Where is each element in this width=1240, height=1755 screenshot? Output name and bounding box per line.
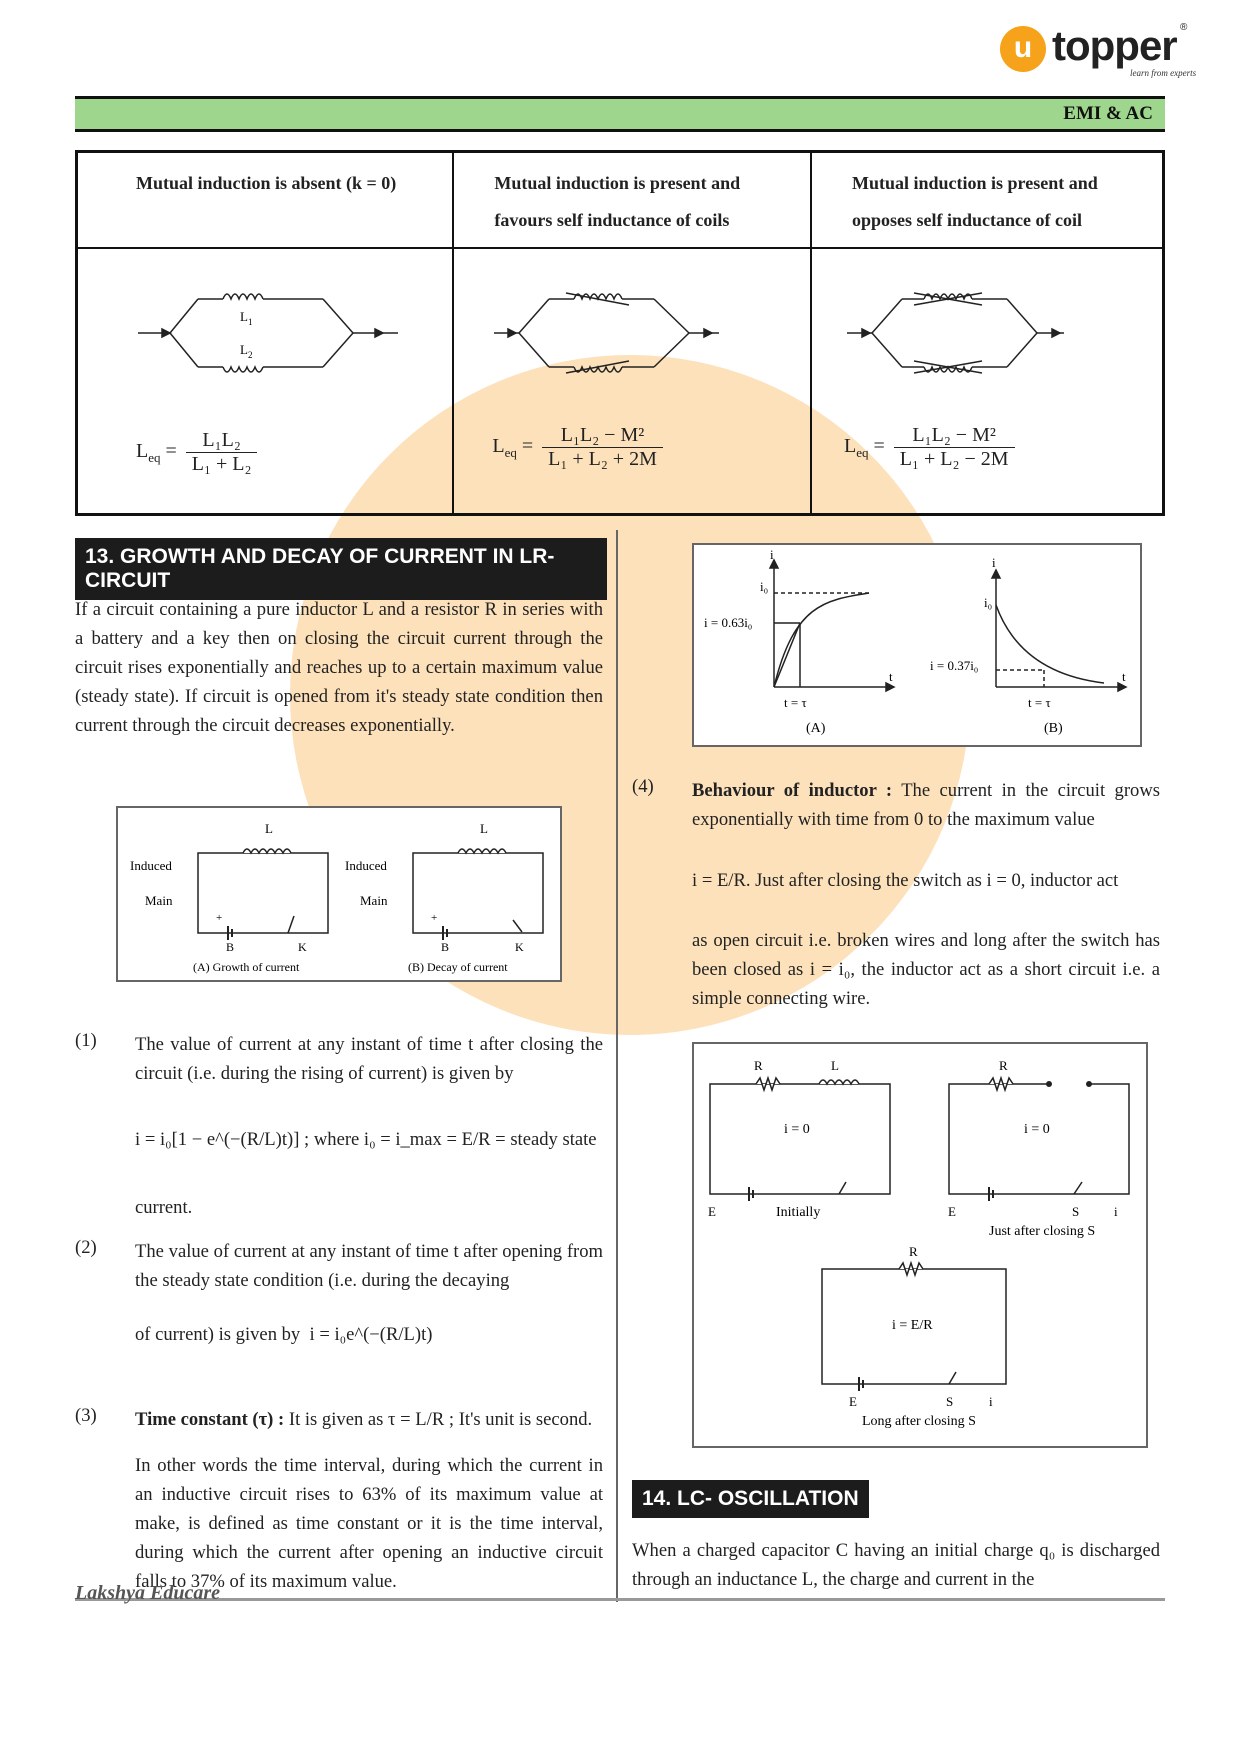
chapter-title: EMI & AC (1063, 103, 1153, 124)
section-13-title: 13. GROWTH AND DECAY OF CURRENT IN LR- CIRCUIT (75, 538, 607, 600)
svg-text:i: i (989, 1394, 993, 1409)
growth-decay-graphs (692, 543, 1142, 747)
table-header-3: Mutual induction is present and opposes self inductance of coil (811, 152, 1164, 249)
inductor-behaviour-circuits (692, 1042, 1148, 1448)
item-2-text: The value of current at any instant of time t after opening from the steady state condition (i.e. during the decaying (135, 1241, 603, 1291)
svg-text:K: K (298, 940, 307, 954)
chapter-band (75, 96, 1165, 132)
svg-text:1: 1 (248, 317, 253, 327)
ier-equation: i = E/R (692, 870, 746, 891)
svg-text:L: L (240, 342, 248, 357)
svg-text:L: L (240, 309, 248, 324)
item-4-text: Behaviour of inductor : The current in the circuit grows exponentially with time from 0 to the maximum value (692, 780, 1160, 830)
item-3-number: (3) (75, 1405, 97, 1426)
svg-text:L: L (480, 821, 488, 836)
mutual-induction-table (75, 150, 1165, 516)
svg-text:i = 0: i = 0 (784, 1122, 810, 1137)
svg-text:K: K (515, 940, 524, 954)
svg-text:(B): (B) (1044, 721, 1063, 736)
svg-text:i: i (1114, 1204, 1118, 1219)
table-header-1: Mutual induction is absent (k = 0) (77, 152, 454, 249)
svg-text:L: L (265, 821, 273, 836)
svg-text:(B) Decay of current: (B) Decay of current (408, 960, 508, 974)
svg-text:L: L (831, 1058, 839, 1073)
svg-text:E: E (948, 1204, 956, 1219)
item-2-equation: i = i₀e^(−(R/L)t) (309, 1324, 433, 1345)
svg-text:i = 0.63i₀: i = 0.63i₀ (704, 615, 753, 630)
item-1-number: (1) (75, 1030, 97, 1051)
svg-text:i: i (770, 547, 774, 562)
parallel-inductors-diagram (78, 249, 450, 513)
section-13-intro: If a circuit containing a pure inductor L and a resistor R in series with a battery and a key then on closing the circuit current through the circuit rises exponentially and reaches up to a certain maximum value (steady state). If circuit is opened from it's steady state condition then current through the circuit decreases exponentially. (75, 599, 603, 736)
svg-text:+: + (431, 912, 438, 924)
footer-text: Lakshya Educare (75, 1582, 220, 1604)
svg-text:Induced: Induced (345, 858, 387, 873)
svg-text:t: t (889, 669, 893, 684)
item-4-number: (4) (632, 776, 654, 797)
logo-text: topper (1052, 22, 1177, 69)
table-cell-2 (453, 248, 811, 515)
logo-registered: ® (1180, 22, 1188, 33)
item-3-text: Time constant (τ) : It is given as τ = L/R ; It's unit is second. (135, 1409, 593, 1430)
item-3-more: In other words the time interval, during which the current in an inductive circuit rises to 63% of its maximum value at make, is defined as time constant or it is the time interval, during which the current after opening an inductive circuit falls to 37% of its maximum value. (135, 1455, 603, 1592)
svg-text:i₀: i₀ (760, 579, 769, 594)
section-14-text: When a charged capacitor C having an initial charge q₀ is discharged through an inductance L, the charge and current in the (632, 1540, 1160, 1590)
svg-text:i₀: i₀ (984, 595, 993, 610)
svg-text:E: E (849, 1394, 857, 1409)
svg-text:i = 0.37i₀: i = 0.37i₀ (930, 658, 979, 673)
table-header-2: Mutual induction is present and favours self inductance of coils (453, 152, 811, 249)
svg-text:i: i (992, 555, 996, 570)
item-4-more: as open circuit i.e. broken wires and long after the switch has been closed as i = i₀, the inductor act as a short circuit i.e. a simple connecting wire. (692, 930, 1160, 1009)
svg-text:(A): (A) (806, 721, 826, 736)
svg-text:R: R (754, 1058, 763, 1073)
svg-text:S: S (1072, 1204, 1080, 1219)
tau-equation: τ = L/R (388, 1409, 445, 1430)
svg-text:Long after closing S: Long after closing S (862, 1414, 976, 1429)
svg-text:t: t (1122, 669, 1126, 684)
svg-text:S: S (946, 1394, 954, 1409)
logo-tagline: learn from experts (1130, 68, 1197, 78)
section-14-title: 14. LC- OSCILLATION (632, 1480, 869, 1518)
svg-text:R: R (909, 1244, 918, 1259)
svg-text:R: R (999, 1058, 1008, 1073)
svg-text:Main: Main (145, 893, 173, 908)
formula-opposing: $L_{eq}$ = $\frac{\text{L₁L₂ − M²}}{\text{L₁ + L₂ − 2M}}$ (844, 424, 1015, 471)
column-divider (616, 530, 618, 1602)
item-1-tail: current. (135, 1197, 193, 1218)
svg-text:Initially: Initially (776, 1205, 821, 1220)
svg-text:(A) Growth of current: (A) Growth of current (193, 960, 300, 974)
formula-absent: $L_{eq}$ = $\frac{\text{L₁L₂}}{\text{L₁ + L₂}}$ (136, 429, 257, 476)
svg-text:B: B (441, 940, 450, 954)
svg-text:B: B (226, 940, 235, 954)
footer-rule (75, 1598, 1165, 1601)
opposing-inductors-diagram (812, 249, 1162, 513)
svg-text:Induced: Induced (130, 858, 172, 873)
svg-text:Main: Main (360, 893, 388, 908)
svg-text:i = E/R: i = E/R (892, 1318, 933, 1333)
lr-circuit-figure (116, 806, 562, 982)
logo-icon: u (1000, 26, 1046, 72)
formula-aiding: $L_{eq}$ = $\frac{\text{L₁L₂ − M²}}{\text{L₁ + L₂ + 2M}}$ (492, 424, 663, 471)
topper-logo (1000, 22, 1200, 82)
svg-text:i = 0: i = 0 (1024, 1122, 1050, 1137)
item-4-eq-line: i = E/R. Just after closing the switch as i = 0, inductor act (692, 870, 1119, 891)
table-cell-3 (811, 248, 1164, 515)
svg-text:t = τ: t = τ (1028, 695, 1051, 710)
table-cell-1 (77, 248, 454, 515)
svg-text:t = τ: t = τ (784, 695, 807, 710)
aiding-inductors-diagram (454, 249, 808, 513)
item-2-tail: of current) is given by i = i₀e^(−(R/L)t) (135, 1324, 433, 1345)
item-1-equation: i = i₀[1 − e^(−(R/L)t)] ; where i₀ = i_max = E/R = steady state (135, 1129, 597, 1150)
svg-text:+: + (216, 912, 223, 924)
item-1-text: The value of current at any instant of time t after closing the circuit (i.e. during the rising of current) is given by (135, 1034, 603, 1084)
svg-text:2: 2 (248, 350, 253, 360)
svg-text:Just after closing S: Just after closing S (989, 1224, 1096, 1239)
svg-text:E: E (708, 1204, 716, 1219)
item-2-number: (2) (75, 1237, 97, 1258)
